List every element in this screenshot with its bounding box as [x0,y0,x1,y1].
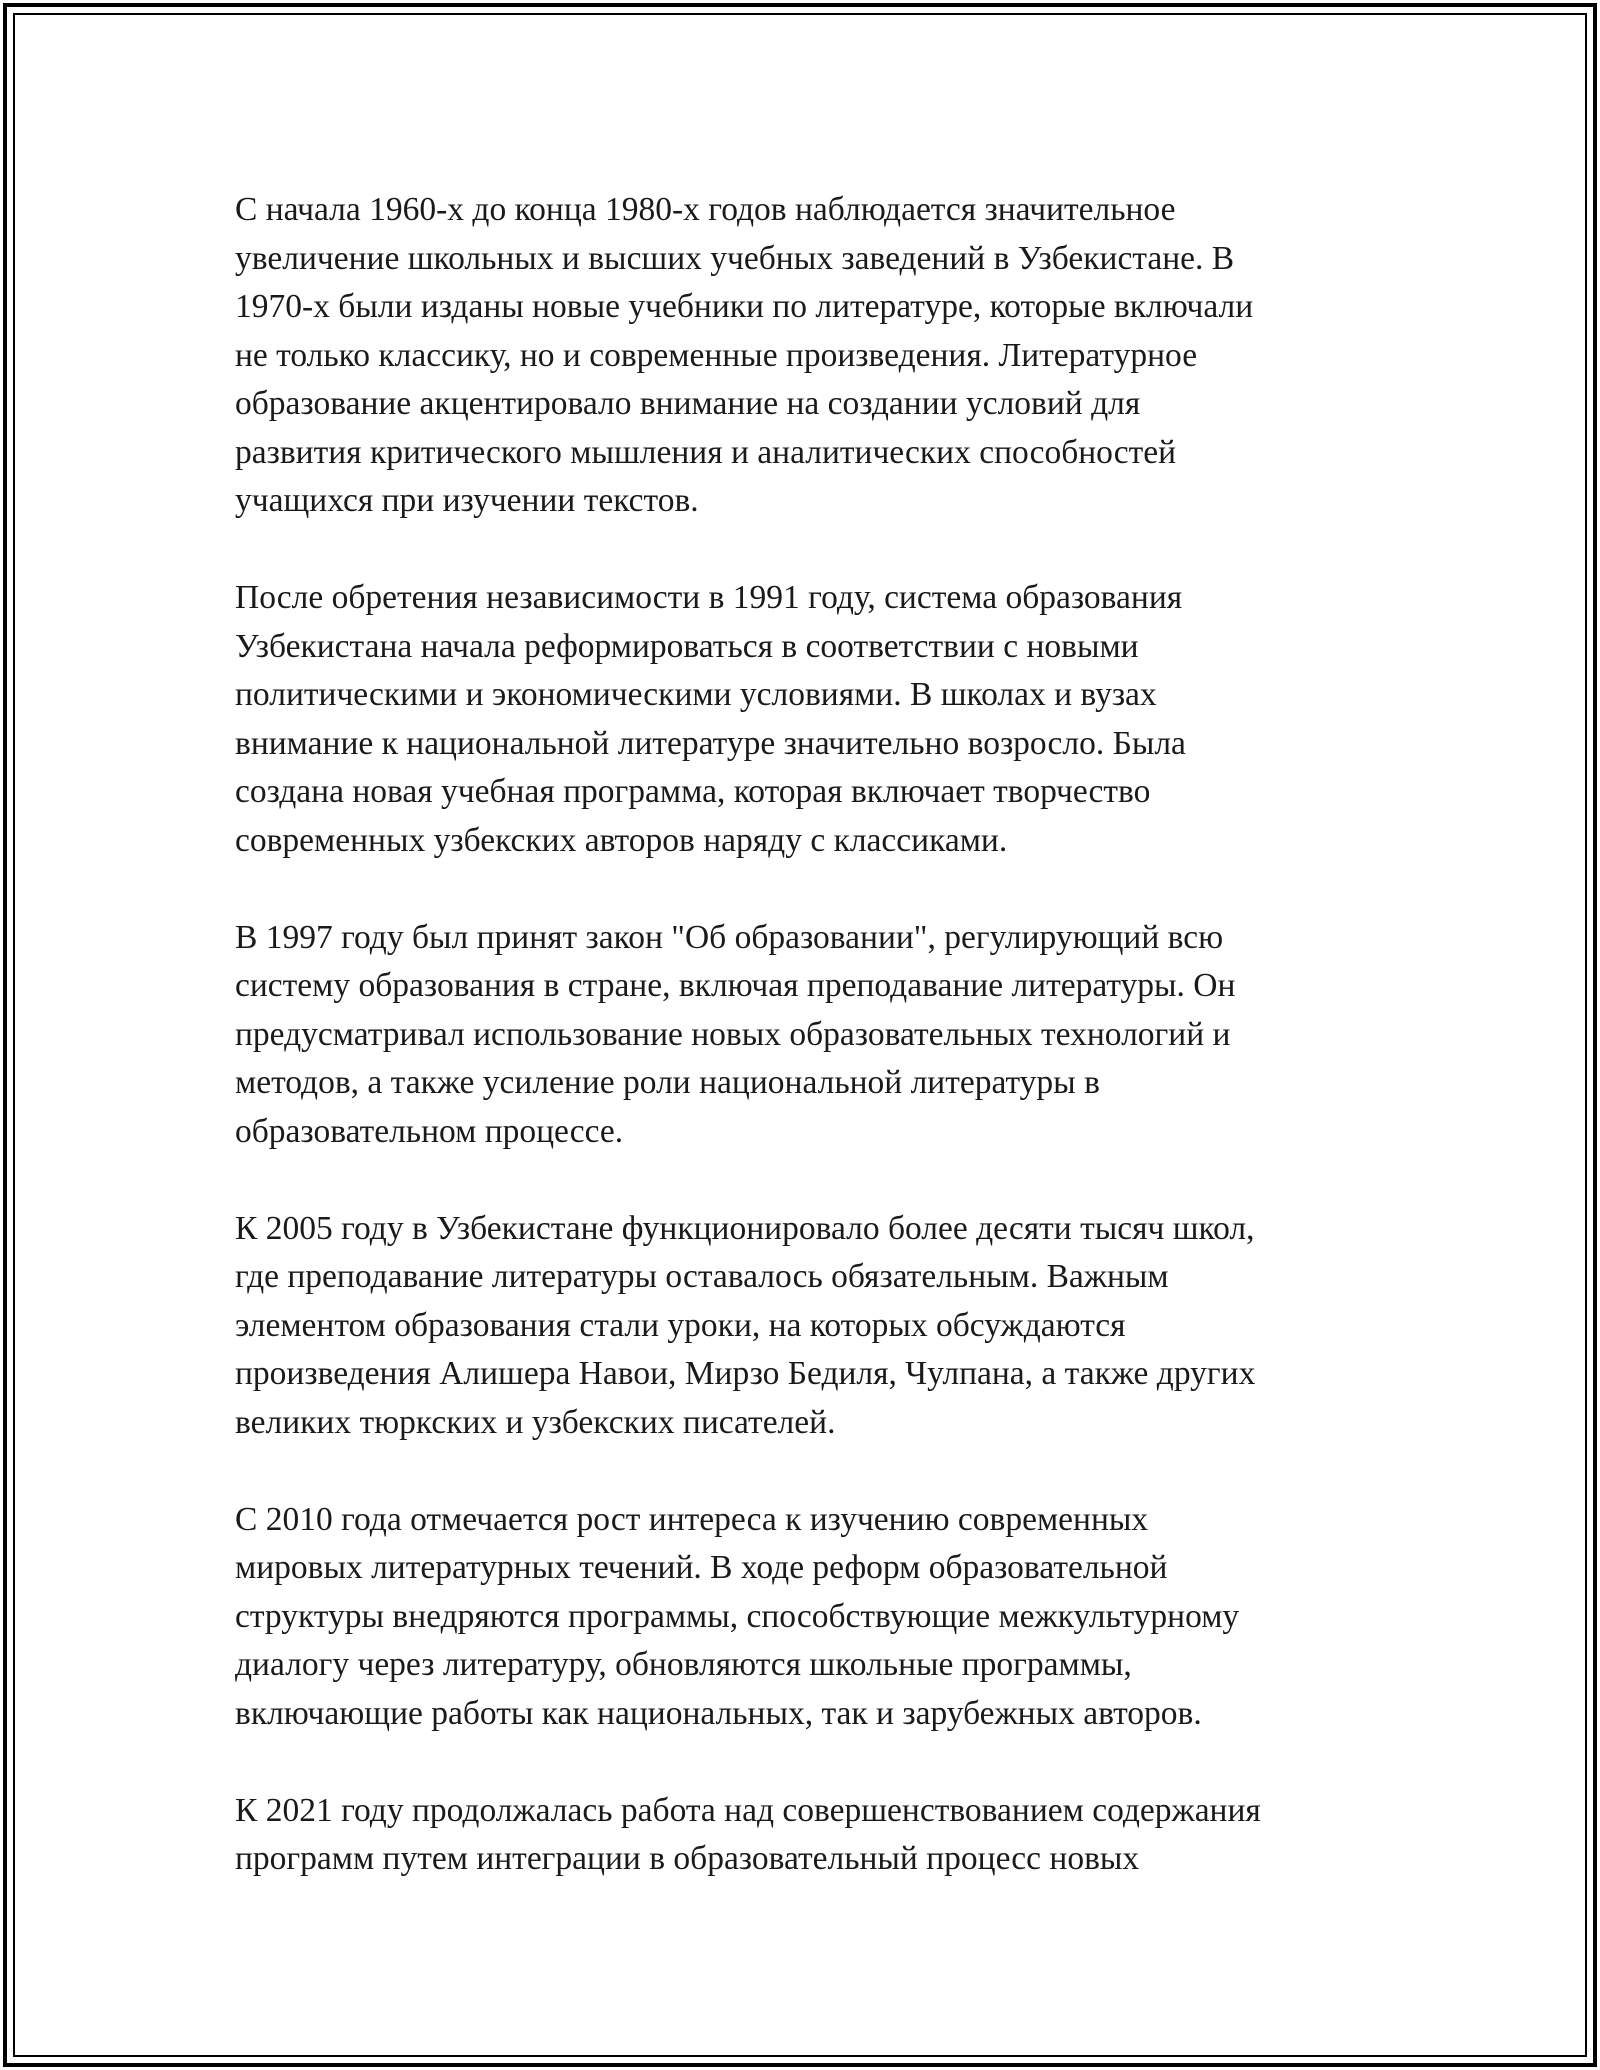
paragraph-2010: С 2010 года отмечается рост интереса к изучению современных мировых литературных течений. В ходе реформ образовательной структуры внедряются программы, способствующие межкультурному диалогу через литературу, обновляются школьные программы, включающие работы как национальных, так и зарубежных авторов. [235,1500,1240,1732]
paragraph-independence-1991: После обретения независимости в 1991 году, система образования Узбекистана начала реформироваться в соответствии с новыми политическими и экономическими условиями. В школах и вузах внимание к национальной литературе значительно возросло. Была создана новая учебная программа, которая включает творчество современных узбекских авторов наряду с классиками. [235,579,1186,859]
paragraph-2021: К 2021 году продолжалась работа над совершенствованием содержания программ путем интеграции в образовательный процесс новых [235,1791,1261,1877]
paragraph-law-1997: В 1997 году был принят закон "Об образовании", регулирующий всю систему образования в стране, включая преподавание литературы. Он предусматривал использование новых образовательных технологий и методов, а также усиление роли национальной литературы в образовательном процессе. [235,918,1236,1150]
paragraph-1960s-1980s: С начала 1960-х до конца 1980-х годов наблюдается значительное увеличение школьных и высших учебных заведений в Узбекистане. В 1970-х были изданы новые учебники по литературе, которые включали не только классику, но и современные произведения. Литературное образование акцентировало внимание на создании условий для развития критического мышления и аналитических способностей учащихся при изучении текстов. [235,191,1254,519]
paragraph-2005: К 2005 году в Узбекистане функционировало более десяти тысяч школ, где преподавание литературы оставалось обязательным. Важным элементом образования стали уроки, на которых обсуждаются произведения Алишера Навои, Мирзо Бедиля, Чулпана, а также других великих тюркских и узбекских писателей. [235,1209,1256,1441]
document-body [235,186,1380,1932]
